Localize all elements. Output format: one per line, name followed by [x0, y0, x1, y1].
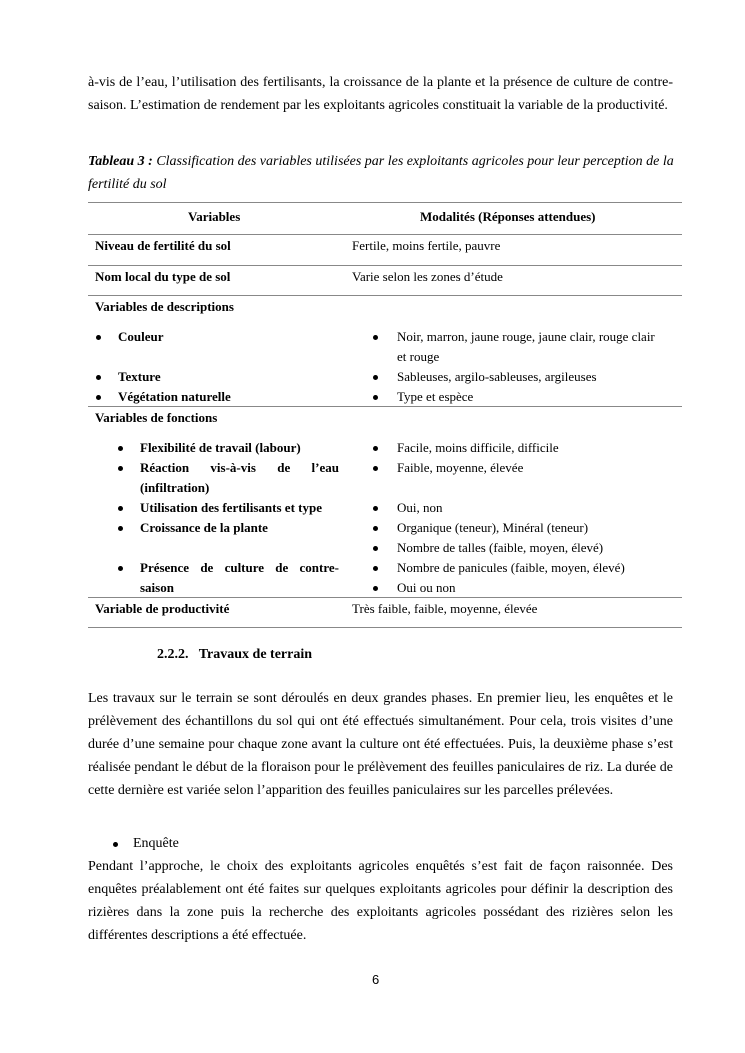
bullet-dot [96, 395, 101, 400]
paragraph-enquete: Pendant l’approche, le choix des exploitants agricoles enquêtés s’est fait de façon raisonnée. Des enquêtes préalablement ont été faites sur quelques exploitants agricoles pour définir la description des rizières dans la zone puis la recherche des exploitants agricoles possédant des rizières selon les différentes descriptions a été effectuée. [88, 859, 673, 943]
desc-texture-mod: Sableuses, argilo-sableuses, argileuses [397, 369, 597, 384]
table-row-rule [88, 265, 682, 266]
fonc-flexibilite-mod: Facile, moins difficile, difficile [397, 440, 559, 455]
header-modalites: Modalités (Réponses attendues) [420, 209, 596, 224]
bullet-dot [118, 526, 123, 531]
bullet-dot [118, 466, 123, 471]
desc-couleur-mod-1: Noir, marron, jaune rouge, jaune clair, rouge clair [397, 329, 655, 344]
bullet-dot [373, 586, 378, 591]
table-row-rule [88, 295, 682, 296]
bullet-dot [373, 375, 378, 380]
row-niveau-modalite: Fertile, moins fertile, pauvre [352, 238, 501, 253]
table-caption-text: Classification des variables utilisées par les exploitants agricoles pour leur perception de la fertilité du sol [88, 154, 674, 192]
paragraph-terrain: Les travaux sur le terrain se sont déroulés en deux grandes phases. En premier lieu, les enquêtes et le prélèvement des échantillons du sol qui ont été effectués simultanément. Pour cela, trois visites d’une durée d’une semaine pour chaque zone avant la culture ont été effectuées. Puis, la deuxième phase s’est réalisée pendant le début de la floraison pour le prélèvement des feuilles paniculaires de riz. La durée de cette dernière est variée selon l’apparition des feuilles paniculaires sur les parcelles prélevées. [88, 691, 673, 798]
bullet-dot [118, 446, 123, 451]
fonc-presence-line-1: Présence de culture de contre- [140, 560, 339, 575]
table-caption-label: Tableau 3 : [88, 154, 153, 169]
bullet-dot [373, 566, 378, 571]
row-nom-local-modalite: Varie selon les zones d’étude [352, 269, 503, 284]
row-niveau-variable: Niveau de fertilité du sol [95, 238, 231, 253]
table-top-rule [88, 202, 682, 203]
bullet-dot [96, 375, 101, 380]
table-caption [88, 150, 678, 196]
bullet-dot [373, 466, 378, 471]
bullet-dot [373, 526, 378, 531]
desc-couleur-mod-2: et rouge [397, 349, 440, 364]
bullet-dot [373, 335, 378, 340]
header-variables: Variables [188, 209, 241, 224]
fonc-croissance-mod-1: Nombre de talles (faible, moyen, élevé) [397, 540, 604, 555]
fonc-reaction-line-2: (infiltration) [140, 480, 210, 495]
bullet-dot [373, 446, 378, 451]
bullet-enquete: Enquête [133, 836, 179, 851]
desc-vegetation: Végétation naturelle [118, 389, 231, 404]
desc-texture: Texture [118, 369, 161, 384]
fonc-fertilisants: Utilisation des fertilisants et type [140, 500, 322, 515]
fonc-croissance-mod-2: Nombre de panicules (faible, moyen, élevé) [397, 560, 625, 575]
bullet-dot [96, 335, 101, 340]
page-number: 6 [372, 972, 380, 987]
row-fonctions-title: Variables de fonctions [95, 410, 218, 425]
bullet-dot [118, 506, 123, 511]
fonc-flexibilite: Flexibilité de travail (labour) [140, 440, 301, 455]
bullet-dot [373, 546, 378, 551]
bullet-dot [113, 842, 118, 847]
fonc-reaction-mod: Faible, moyenne, élevée [397, 460, 524, 475]
fonc-presence-line-2: saison [140, 580, 174, 595]
table-header-rule [88, 234, 682, 235]
bullet-dot [118, 566, 123, 571]
fonc-croissance: Croissance de la plante [140, 520, 268, 535]
section-heading: 2.2.2. Travaux de terrain [157, 647, 313, 662]
bullet-dot [373, 395, 378, 400]
desc-couleur: Couleur [118, 329, 164, 344]
fonc-reaction-line-1: Réaction vis-à-vis de l’eau [140, 460, 339, 475]
desc-vegetation-mod: Type et espèce [397, 389, 474, 404]
fonc-fertilisants-mod-1: Oui, non [397, 500, 443, 515]
row-descriptions-title: Variables de descriptions [95, 299, 234, 314]
fonc-presence-mod: Oui ou non [397, 580, 456, 595]
row-productivite-modalite: Très faible, faible, moyenne, élevée [352, 601, 538, 616]
table-bottom-rule [88, 627, 682, 628]
fonc-fertilisants-mod-2: Organique (teneur), Minéral (teneur) [397, 520, 589, 535]
bullet-dot [373, 506, 378, 511]
row-nom-local-variable: Nom local du type de sol [95, 269, 231, 284]
row-productivite-variable: Variable de productivité [95, 601, 230, 616]
table-row-rule [88, 597, 682, 598]
intro-paragraph: à-vis de l’eau, l’utilisation des fertilisants, la croissance de la plante et la présence de culture de contre-saison. L’estimation de rendement par les exploitants agricoles constituait la variable de la productivité. [88, 75, 673, 113]
